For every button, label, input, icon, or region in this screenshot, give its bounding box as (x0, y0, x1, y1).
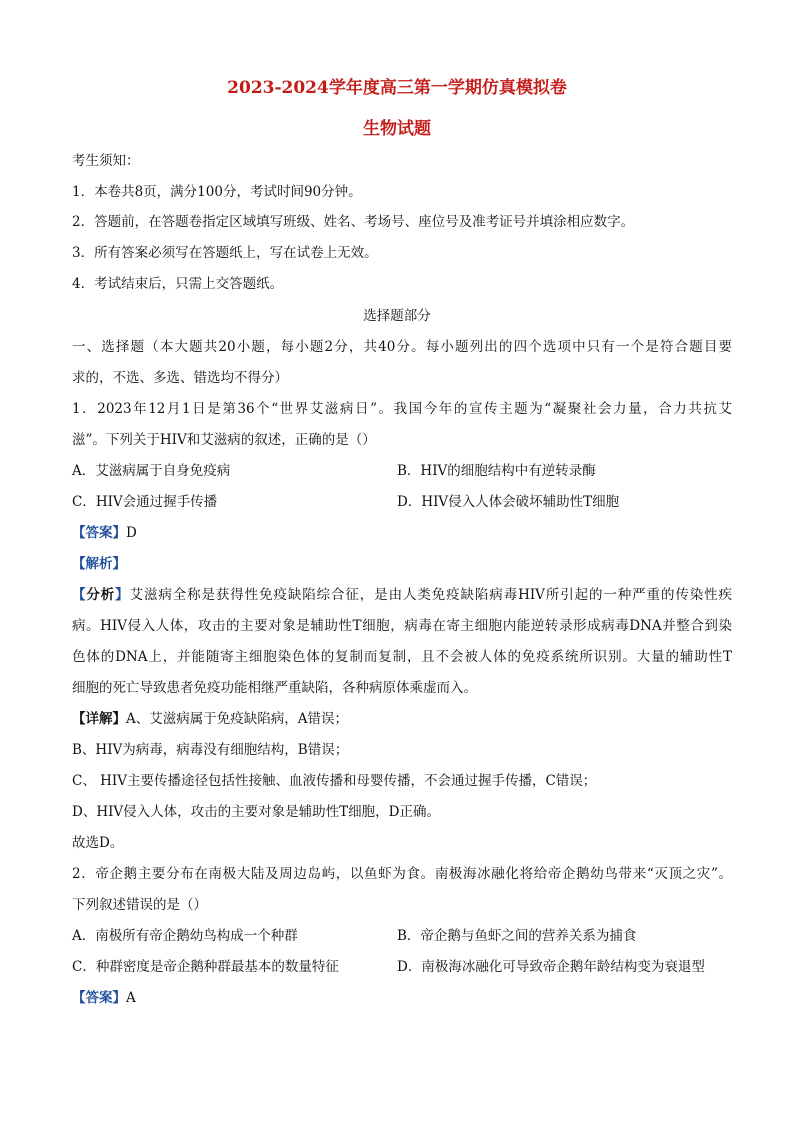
notice-item-3: 3．所有答案必须写在答题纸上，写在试卷上无效。 (72, 245, 378, 261)
q1-stem-line1: 1．2023年12月1日是第36个“世界艾滋病日”。我国今年的宣传主题为“凝聚社会力量，合力共抗艾 (72, 401, 732, 417)
notice-item-4: 4．考试结束后，只需上交答题纸。 (72, 276, 284, 292)
exam-title: 2023-2024学年度高三第一学期仿真模拟卷 (227, 78, 567, 98)
q1-option-d: D．HIV侵入人体会破坏辅助性T细胞 (397, 494, 620, 510)
analysis-tag: 解析 (85, 556, 113, 572)
section-intro-line2: 求的，不选、多选、错选均不得分） (72, 370, 288, 386)
fenxi-tag: 分析 (86, 587, 116, 603)
bracket-open: 【 (72, 556, 86, 572)
q1-detail-a (72, 709, 732, 729)
q1-detail-b: B、HIV为病毒，病毒没有细胞结构，B错误； (72, 742, 349, 758)
bracket-close: 】 (112, 525, 126, 541)
q2-option-d: D．南极海冰融化可导致帝企鹅年龄结构变为衰退型 (397, 959, 705, 975)
notice-heading: 考生须知： (72, 153, 140, 169)
answer-value: A (126, 990, 136, 1006)
part-title: 选择题部分 (363, 308, 431, 324)
exam-subtitle: 生物试题 (363, 119, 431, 139)
bracket-close: 】 (112, 556, 126, 572)
q1-fenxi-line4: 细胞的死亡导致患者免疫功能相继严重缺陷，各种病原体乘虚而入。 (72, 680, 477, 696)
q2-option-a: A．南极所有帝企鹅幼鸟构成一个种群 (72, 928, 298, 944)
notice-item-1: 1．本卷共8页，满分100分，考试时间90分钟。 (72, 184, 362, 200)
answer-tag: 答案 (85, 525, 113, 541)
bracket-open: 【 (72, 711, 86, 727)
q1-fenxi-line1 (72, 585, 732, 605)
q1-detail-c: C、 HIV主要传播途径包括性接触、血液传播和母婴传播，不会通过握手传播，C错误； (72, 773, 597, 789)
q1-detail-d: D、HIV侵入人体，攻击的主要对象是辅助性T细胞，D正确。 (72, 804, 441, 820)
q2-option-b: B．帝企鹅与鱼虾之间的营养关系为捕食 (397, 928, 637, 944)
section-intro-line1: 一、选择题（本大题共20小题，每小题2分，共40分。每小题列出的四个选项中只有一个是符合题目要 (72, 339, 732, 355)
q1-option-a: A．艾滋病属于自身免疫病 (72, 463, 231, 479)
bracket-close: 】 (115, 587, 130, 603)
bracket-open: 【 (72, 587, 87, 603)
q2-stem-line2: 下列叙述错误的是（） (72, 897, 207, 913)
q1-conclusion: 故选D。 (72, 835, 124, 851)
q2-option-c: C．种群密度是帝企鹅种群最基本的数量特征 (72, 959, 339, 975)
answer-tag: 答案 (85, 990, 113, 1006)
bracket-open: 【 (72, 525, 86, 541)
fenxi-text-1: 艾滋病全称是获得性免疫缺陷综合征，是由人类免疫缺陷病毒HIV所引起的一种严重的传染性疾 (129, 587, 732, 603)
q1-fenxi-line3: 色体的DNA上，并能随寄主细胞染色体的复制而复制，且不会被人体的免疫系统所识别。大量的辅助性T (72, 649, 732, 665)
xiangjie-tag: 详解 (85, 711, 113, 727)
q1-fenxi-line2: 病。HIV侵入人体，攻击的主要对象是辅助性T细胞，病毒在寄主细胞内能逆转录形成病毒DNA并整合到染 (72, 618, 732, 634)
detail-a-text: A、艾滋病属于免疫缺陷病，A错误； (126, 711, 348, 727)
bracket-close: 】 (112, 990, 126, 1006)
notice-item-2: 2．答题前，在答题卷指定区域填写班级、姓名、考场号、座位号及准考证号并填涂相应数字。 (72, 214, 635, 230)
answer-value: D (126, 525, 137, 541)
q1-analysis-heading (72, 554, 732, 574)
bracket-close: 】 (112, 711, 126, 727)
q1-option-b: B．HIV的细胞结构中有逆转录酶 (397, 463, 596, 479)
q1-answer (72, 523, 732, 543)
bracket-open: 【 (72, 990, 86, 1006)
q1-option-c: C．HIV会通过握手传播 (72, 494, 218, 510)
q2-answer (72, 988, 732, 1008)
q2-stem-line1: 2．帝企鹅主要分布在南极大陆及周边岛屿，以鱼虾为食。南极海冰融化将给帝企鹅幼鸟带来“灭顶之灾”。 (72, 866, 732, 882)
q1-stem-line2: 滋”。下列关于HIV和艾滋病的叙述，正确的是（） (72, 432, 376, 448)
